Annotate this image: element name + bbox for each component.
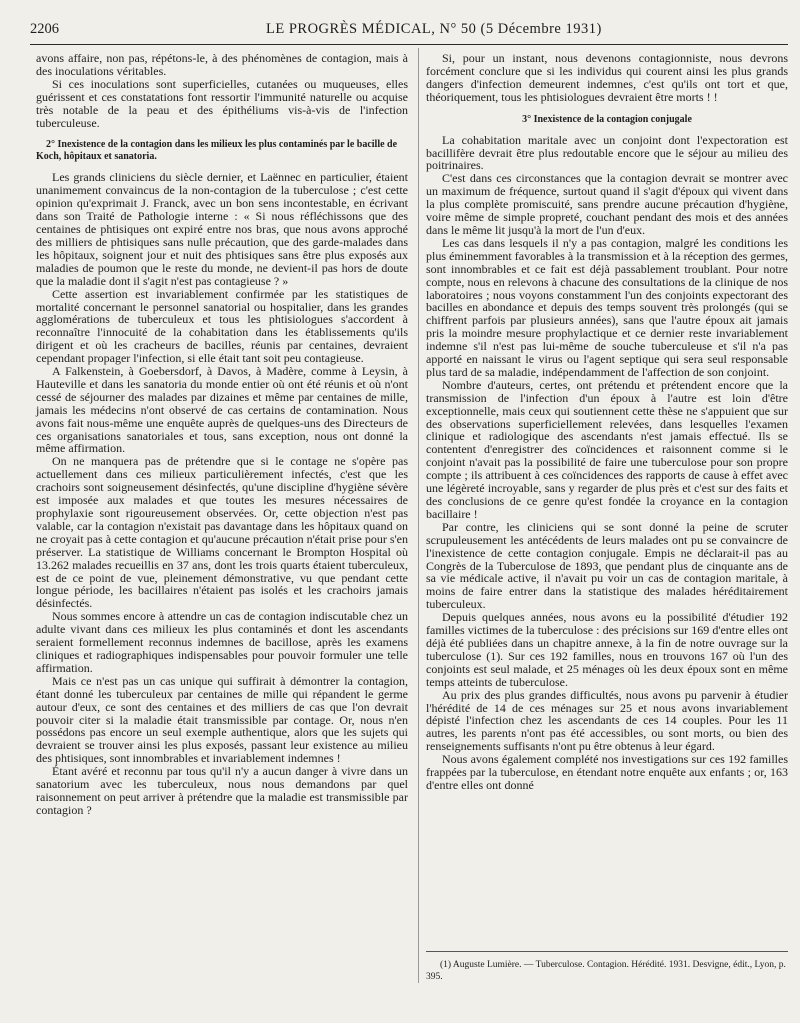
paragraph: Depuis quelques années, nous avons eu la possibilité d'étudier 192 familles victimes de la tuberculose : des précisions sur 169 d'entre elles ont déjà été publiées dans un chapitre annexe, à la fin de notre ouvrage sur la tuberculose (1). Sur ces 192 familles, nous en trouvons 167 où l'un des conjoints est seul malade, et 25 ménages où les deux époux sont en même temps atteints de tuberculose. bbox=[426, 610, 788, 689]
paragraph: A Falkenstein, à Goebersdorf, à Davos, à Madère, comme à Leysin, à Hauteville et dans les sanatoria du monde entier où ont été réunis et où n'ont cessé de séjourner des malades par dizaines et même par centaines de mille, jamais les médecins n'ont observé de cas certains de contamination. Nous avons fait nous-même une enquête auprès de quelques-uns des Directeurs de ces organisations sanatoriales et tous, sans exception, nous ont donné la même affirmation. bbox=[36, 364, 408, 456]
paragraph: La cohabitation maritale avec un conjoint dont l'expectoration est bacillifère devrait être plus redoutable encore que le séjour au milieu des poitrinaires. bbox=[426, 132, 788, 173]
paragraph: Les cas dans lesquels il n'y a pas contagion, malgré les conditions les plus éminemment favorables à la transmission et à la réception des germes, sont innombrables et ce fait est déjà passablement troublant. Pour notre compte, nous en relevons à chacune des consultations de la clinique de nos laboratoires ; nous voyons constamment l'un des conjoints expectorant des bacilles en abondance et depuis des temps souvent très prolongés (qui se chiffrent parfois par plusieurs années), sans que l'autre époux ait jamais pris la moindre mesure prophylactique et ce dernier reste invariablement indemne s'il n'est pas lui-même de souche tuberculeuse et s'il n'a pas apporté en naissant le virus ou l'agent septique qui sera seul responsable plus tard de sa maladie, indépendamment de l'affection de son conjoint. bbox=[426, 235, 788, 379]
paragraph: Nombre d'auteurs, certes, ont prétendu et prétendent encore que la transmission de l'infection d'un époux à l'autre est loin d'être exceptionnelle, mais ceux qui soutiennent cette thèse ne s'appuient que sur des observations superficiellement relevées, dans lesquelles l'examen clinique et radiologique des ascendants n'est jamais effectué. Ils se contentent d'enregistrer des coïncidences et raisonnent comme si le conjoint n'avait pas la possibilité de faire une tuberculose pour son propre compte ; ils attribuent à ces coïncidences des rapports de cause à effet avec une légèreté incroyable, sans y regarder de plus près et c'est sur des faits et des conclusions de ce genre qu'est fondée la croyance en la contagion bacillaire ! bbox=[426, 377, 788, 521]
paragraph: Cette assertion est invariablement confirmée par les statistiques de mortalité concernant le personnel sanatorial ou hospitalier, dans les grandes agglomérations de tuberculeux et tous les phtisiologues s'accordent à reconnaître l'innocuité de la cohabitation dans les établissements qu'ils dirigent et où les cracheurs de bacilles, réunis par centaines, devraient cependant propager l'infection, si elle était tant soit peu contagieuse. bbox=[36, 286, 408, 366]
running-title: LE PROGRÈS MÉDICAL, N° 50 (5 Décembre 1931) bbox=[266, 21, 602, 37]
header-rule bbox=[30, 44, 788, 45]
paragraph: Au prix des plus grandes difficultés, nous avons pu parvenir à étudier l'hérédité de 14 de ces ménages sur 25 et nous avons invariablement dépisté l'infection chez les ascendants de ces 14 couples. Pour les 11 autres, les parents n'ont pas été accessibles, ou sont morts, ou bien des renseignements suffisants n'ont pu être obtenus à leur égard. bbox=[426, 687, 788, 754]
footnote bbox=[426, 951, 788, 983]
footnote-text: (1) Auguste Lumière. — Tuberculose. Contagion. Hérédité. 1931. Desvigne, édit., Lyon, p. 395. bbox=[426, 960, 786, 982]
paragraph: Nous sommes encore à attendre un cas de contagion indiscutable chez un adulte vivant dans ces milieux les plus contaminés et dont les ascendants seraient formellement reconnus indemnes de bacillose, après les examens cliniques et radiographiques indispensables pour pouvoir formuler une telle affirmation. bbox=[36, 609, 408, 675]
paragraph: On ne manquera pas de prétendre que si le contage ne s'opère pas actuellement dans ces milieux particulièrement infectés, c'est que les crachoirs sont soigneusement désinfectés, qu'une discipline d'hygiène sévère est imposée aux malades et que toutes les mesures nécessaires de prophylaxie sont rigoureusement observées. Or, cette objection n'est pas valable, car la contagion n'existait pas davantage dans les hôpitaux quand on ne croyait pas à cette contagion et qu'aucune précaution n'était prise pour s'en préserver. La statistique de Williams concernant le Brompton Hospital où 13.262 malades recueillis en 37 ans, dont les trois quarts étaient tuberculeux, est de ce point de vue, pleinement démonstrative, vu que pendant cette longue période, les bacillaires n'étaient pas isolés et les crachoirs jamais désinfectés. bbox=[36, 454, 408, 611]
paragraph: Si, pour un instant, nous devenons contagionniste, nous devrons forcément conclure que si les individus qui courent ainsi les plus grands dangers d'infection demeurent indemnes, c'est qu'ils ont tort et que, théoriquement, tous les phtisiologues devraient être morts ! ! bbox=[426, 51, 788, 104]
paragraph: Les grands cliniciens du siècle dernier, et Laënnec en particulier, étaient unanimement convaincus de la non-contagion de la tuberculose ; c'est cette opinion qu'exprimait J. Franck, avec un bon sens incontestable, en écrivant dans son Traité de Pathologie interne : « Si nous réfléchissons que des centaines de phtisiques ont expiré entre nos bras, que nous avons approché des milliers de phtisiques sans nulle précaution, que des garde-malades dans les hôpitaux, soignent jour et nuit des phtisiques sans être plus exposés aux maladies de poumon que le reste du monde, ne devient-il pas hors de doute que la maladie dont il s'agit n'est pas contagieuse ? » bbox=[36, 170, 408, 288]
paragraph: C'est dans ces circonstances que la contagion devrait se montrer avec un maximum de fréquence, surtout quand il s'agit d'époux qui vivent dans la plus complète promiscuité, sans prendre aucune précaution d'hygiène, voire même de simple propreté, couchant pendant des mois et des années dans le même lit jusqu'à la mort de l'un d'eux. bbox=[426, 171, 788, 237]
left-column bbox=[36, 52, 408, 817]
column-divider bbox=[418, 48, 419, 983]
paragraph: Étant avéré et reconnu par tous qu'il n'y a aucun danger à vivre dans un sanatorium avec les tuberculeux, nous nous demandons par quel raisonnement on peut arriver à prétendre que la maladie est transmissible par contagion ? bbox=[36, 764, 408, 817]
page-header bbox=[26, 18, 786, 40]
paragraph: Mais ce n'est pas un cas unique qui suffirait à démontrer la contagion, étant donné les tuberculeux par centaines de mille qui répandent le germe autour d'eux, ce sont des centaines et des milliers de cas que l'on devrait pouvoir citer si la maladie était transmissible par contage. Or, nous n'en possédons pas encore un seul exemple authentique, alors que les sujets qui devraient se trouver ainsi les plus exposés, passant leur existence au milieu des phtisiques, sont innombrables et invariablement indemnes ! bbox=[36, 673, 408, 766]
paragraph: avons affaire, non pas, répétons-le, à des phénomènes de contagion, mais à des inoculations véritables. bbox=[36, 51, 408, 78]
paragraph: Par contre, les cliniciens qui se sont donné la peine de scruter scrupuleusement les antécédents de leurs malades ont pu se convaincre de l'inexistence de cette contagion conjugale. Empis ne déclarait-il pas au Congrès de la Tuberculose de 1893, que pendant plus de cinquante ans de sa vie médicale active, il n'avait pu voir un cas de contagion maritale, à moins de faire entrer dans la statistique des malades héréditairement tuberculeux. bbox=[426, 519, 788, 612]
section-heading: 3° Inexistence de la contagion conjugale bbox=[522, 113, 692, 125]
right-column bbox=[426, 52, 788, 792]
paragraph: Si ces inoculations sont superficielles, cutanées ou muqueuses, elles guérissent et ces constatations font ressortir l'immunité naturelle ou acquise très notable de la peau et des épithéliums vis-à-vis de l'infection tuberculeuse. bbox=[36, 76, 408, 130]
section-heading: 2° Inexistence de la contagion dans les milieux les plus contaminés par le bacille de Koch, hôpitaux et sanatoria. bbox=[36, 139, 398, 163]
page-number: 2206 bbox=[30, 21, 59, 37]
paragraph: Nous avons également complété nos investigations sur ces 192 familles frappées par la tuberculose, en étendant notre enquête aux enfants ; or, 163 d'entre elles ont donné bbox=[426, 752, 788, 792]
